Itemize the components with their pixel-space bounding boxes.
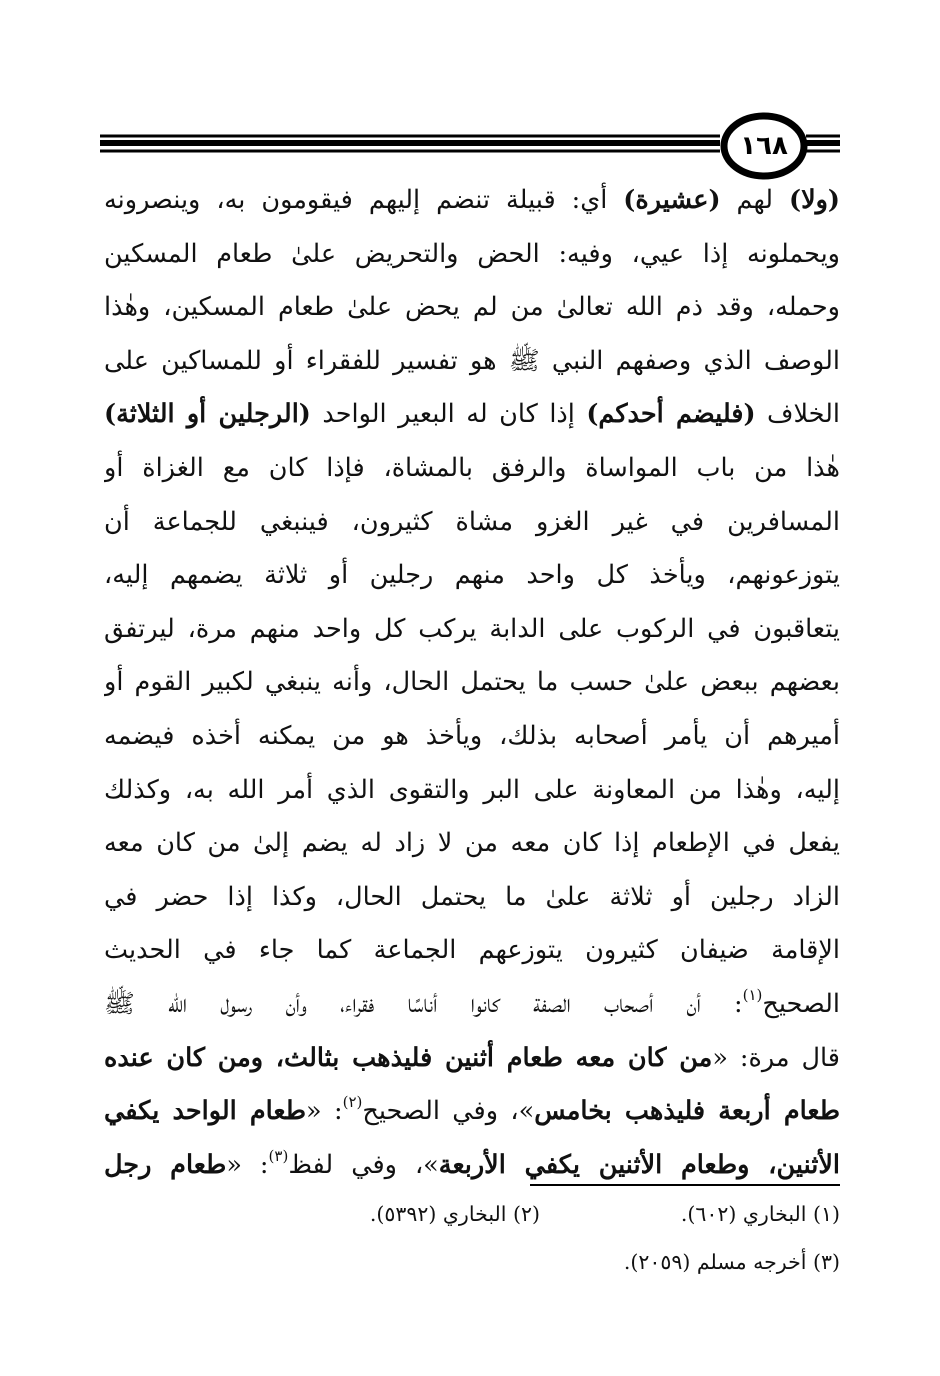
footnote-text: البخاري (٥٣٩٢). <box>369 1202 507 1226</box>
text-line <box>104 281 840 335</box>
footnote-ref: (٢) <box>342 1093 363 1112</box>
text-segment: الإقامة ضيفان كثيرون يتوزعهم الجماعة كما جاء في الحديث <box>104 935 840 966</box>
footnote-number: (١) <box>812 1202 840 1226</box>
text-segment: الخلاف <box>755 399 840 430</box>
text-segment: إليه، وهٰذا من المعاونة على البر والتقوى الذي أمر الله به، وكذلك <box>104 774 840 805</box>
text-segment: : أن أصحاب الصفة كانوا أناسًا فقراء، وأن رسول الله ﷺ <box>104 988 743 1019</box>
text-segment: يفعل في الإطعام إذا كان معه من لا زاد له يضم إلىٰ من كان معه <box>104 828 840 859</box>
text-line <box>104 1032 840 1086</box>
text-line <box>104 388 840 442</box>
text-segment: يتعاقبون في الركوب على الدابة يركب كل واحد منهم مرة، ليرتفق <box>104 613 840 644</box>
text-segment: »، وفي لفظ <box>288 1149 439 1180</box>
footnote-1 <box>540 1192 840 1240</box>
footnote-row <box>104 1240 840 1288</box>
text-segment: لهم <box>720 185 789 215</box>
text-segment: أي: قبيلة تنضم إليهم فيقومون به، وينصرونه <box>104 185 624 215</box>
main-text <box>104 174 840 1192</box>
text-line <box>104 924 840 978</box>
text-segment: إذا كان له البعير الواحد <box>310 399 587 430</box>
text-line <box>104 603 840 657</box>
footnote-text: أخرجه مسلم (٢٠٥٩). <box>623 1250 807 1274</box>
text-line <box>104 978 840 1032</box>
footnote-number: (٣) <box>812 1250 840 1274</box>
hadith-bold-text: طعام أربعة فليذهب بخامس <box>534 1096 840 1127</box>
text-line <box>104 710 840 764</box>
hadith-bold-text: من كان معه طعام أثنين فليذهب بثالث، ومن كان عنده <box>104 1042 713 1073</box>
hadith-bold-text: الأثنين، وطعام الأثنين يكفي الأربعة <box>438 1149 840 1180</box>
footnote-number: (٢) <box>512 1202 540 1226</box>
text-line <box>104 335 840 389</box>
hadith-bold-text: طعام الواحد يكفي <box>104 1096 307 1127</box>
hadith-bold-text: (الرجلين أو الثلاثة) <box>104 399 311 430</box>
text-segment: أميرهم أن يأمر أصحابه بذلك، ويأخذ هو من يمكنه أخذه فيضمه <box>104 720 840 751</box>
text-line <box>104 656 840 710</box>
text-line <box>104 817 840 871</box>
text-segment: هٰذا من باب المواساة والرفق بالمشاة، فإذا كان مع الغزاة أو <box>104 452 840 483</box>
text-segment: ويحملونه إذا عيي، وفيه: الحض والتحريض علىٰ طعام المسكين <box>104 238 840 269</box>
footnote-2 <box>240 1192 540 1240</box>
hadith-bold-text: (ولا) <box>789 185 840 215</box>
footnote-ref: (٣) <box>268 1146 289 1165</box>
text-line <box>104 871 840 925</box>
footnote-3 <box>540 1240 840 1288</box>
footnotes <box>104 1192 840 1288</box>
text-segment: : « <box>306 1096 343 1127</box>
hadith-bold-text: (عشيرة) <box>623 185 721 215</box>
text-line <box>104 764 840 818</box>
footnote-separator <box>530 1184 840 1186</box>
text-segment: قال مرة: « <box>712 1042 840 1073</box>
footnote-text: البخاري (٦٠٢). <box>680 1202 807 1226</box>
page-number: ١٦٨ <box>740 131 788 161</box>
text-segment: بعضهم ببعض علىٰ حسب ما يحتمل الحال، وأنه ينبغي لكبير القوم أو <box>104 667 840 698</box>
footnote-ref: (١) <box>742 985 763 1004</box>
text-segment: الصحيح <box>762 988 840 1019</box>
text-line <box>104 1085 840 1139</box>
footnote-row <box>104 1192 840 1240</box>
text-segment: الوصف الذي وصفهم النبي ﷺ هو تفسير للفقراء أو للمساكين على <box>104 345 840 376</box>
hadith-bold-text: طعام رجل <box>104 1149 227 1180</box>
text-line <box>104 174 840 228</box>
text-segment: وحمله، وقد ذم الله تعالىٰ من لم يحض علىٰ طعام المسكين، وهٰذا <box>104 292 840 323</box>
text-line <box>104 549 840 603</box>
text-segment: المسافرين في غير الغزو مشاة كثيرون، فينبغي للجماعة أن <box>104 506 840 537</box>
text-segment: »، وفي الصحيح <box>362 1096 535 1127</box>
text-segment: يتوزعونهم، ويأخذ كل واحد منهم رجلين أو ثلاثة يضمهم إليه، <box>104 560 840 591</box>
hadith-bold-text: (فليضم أحدكم) <box>586 399 756 430</box>
text-line <box>104 442 840 496</box>
text-segment: الزاد رجلين أو ثلاثة علىٰ ما يحتمل الحال، وكذا إذا حضر في <box>104 881 840 912</box>
text-line <box>104 228 840 282</box>
text-segment: : « <box>226 1149 269 1180</box>
text-line <box>104 496 840 550</box>
